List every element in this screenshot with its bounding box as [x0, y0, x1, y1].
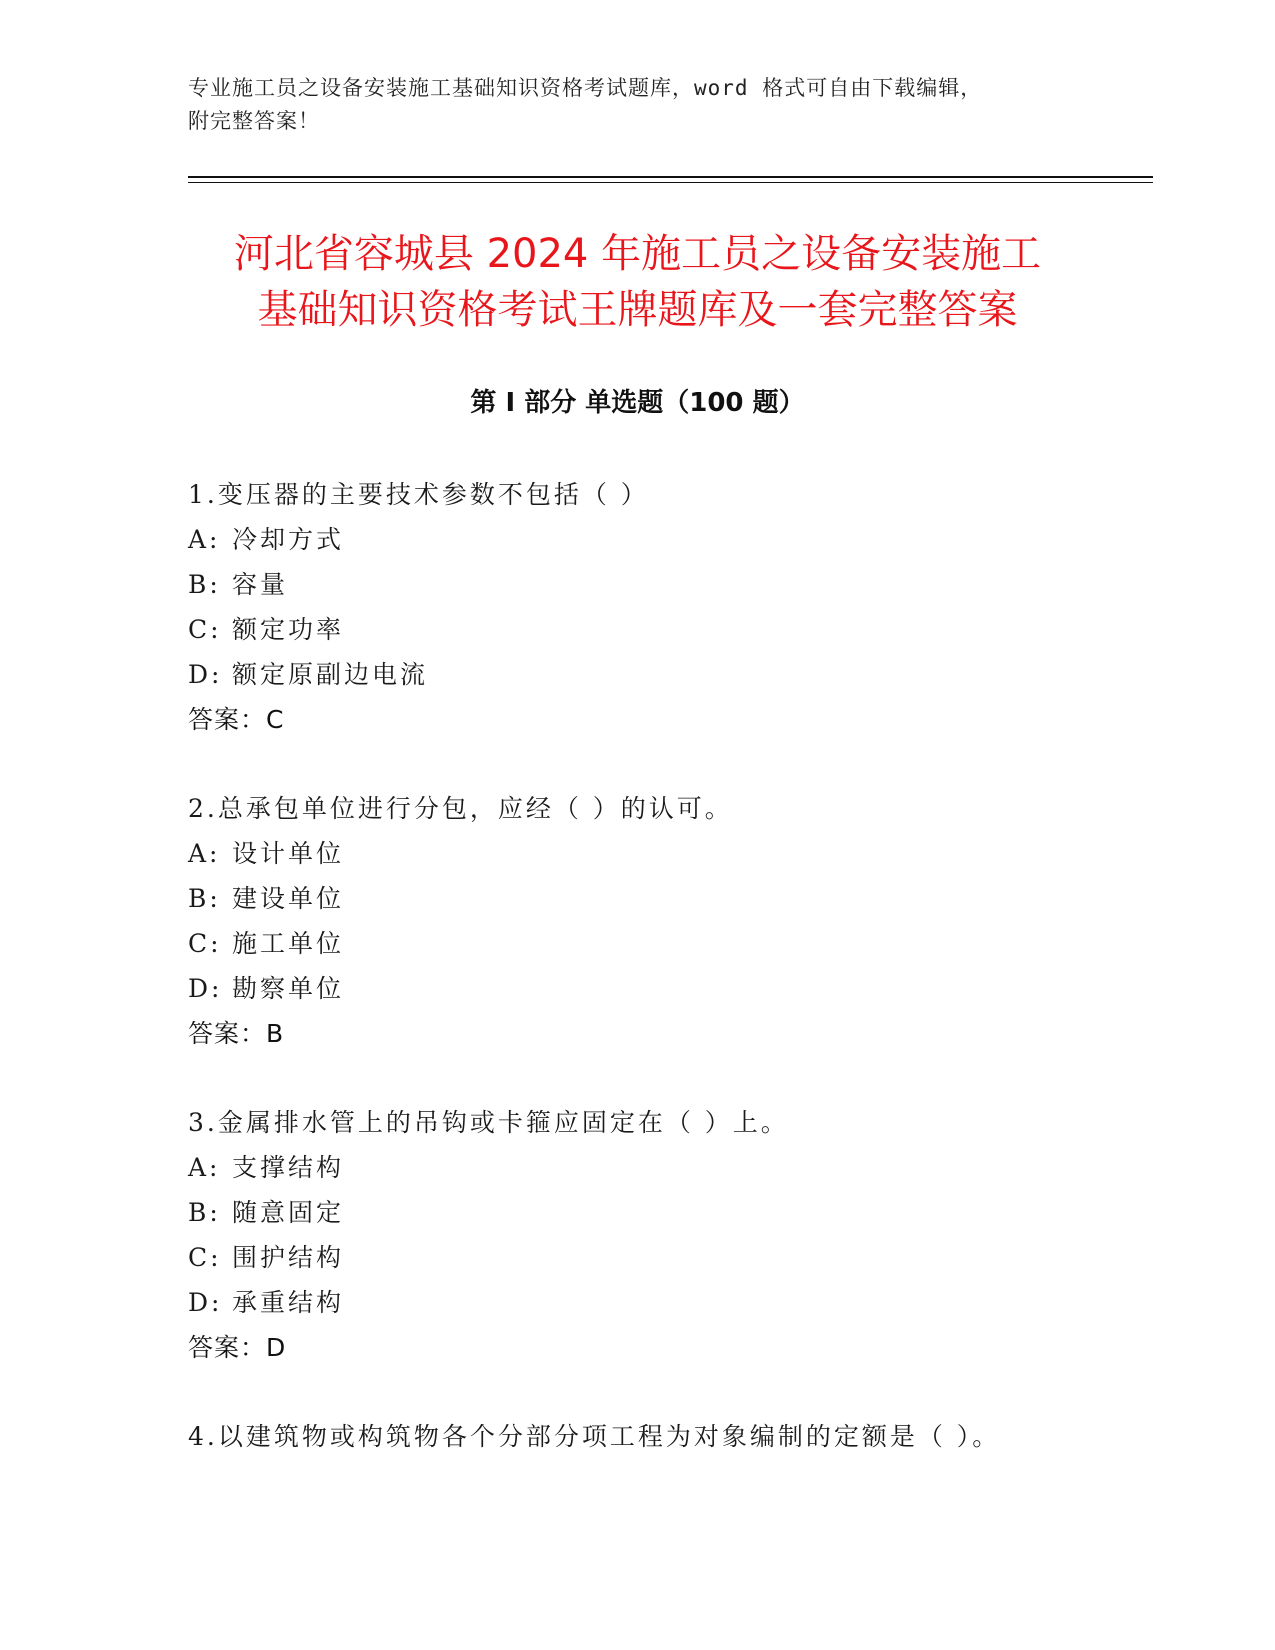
- option-text: 额定功率: [232, 615, 345, 644]
- option-text: 冷却方式: [232, 525, 345, 554]
- option-letter: D:: [188, 1288, 223, 1317]
- header-rule-thin: [188, 182, 1153, 183]
- option-letter: A:: [188, 1153, 221, 1182]
- question-item: [188, 1414, 1148, 1459]
- option-letter: B:: [188, 570, 221, 599]
- option-text: 容量: [232, 570, 289, 599]
- option-text: 施工单位: [232, 929, 345, 958]
- option-text: 额定原副边电流: [232, 660, 429, 689]
- question-item: [188, 472, 1148, 742]
- question-answer: 答案：D: [188, 1333, 287, 1362]
- document-title-line-1: 河北省容城县 2024 年施工员之设备安装施工: [233, 231, 1042, 277]
- question-answer: 答案：B: [188, 1019, 285, 1048]
- option-letter: A:: [188, 525, 221, 554]
- header-note-line-1: 专业施工员之设备安装施工基础知识资格考试题库，word 格式可自由下载编辑，: [188, 76, 983, 100]
- question-stem: 2.总承包单位进行分包，应经（ ）的认可。: [188, 794, 733, 823]
- section-heading: 第 I 部分 单选题（100 题）: [470, 388, 805, 418]
- question-option-b: [188, 876, 1148, 921]
- question-option-a: [188, 1145, 1148, 1190]
- option-text: 设计单位: [232, 839, 345, 868]
- option-text: 随意固定: [232, 1198, 345, 1227]
- option-letter: A:: [188, 839, 221, 868]
- option-text: 勘察单位: [232, 974, 345, 1003]
- question-option-c: [188, 1235, 1148, 1280]
- question-stem: 4.以建筑物或构筑物各个分部分项工程为对象编制的定额是（ ）。: [188, 1422, 1001, 1451]
- question-option-d: [188, 1280, 1148, 1325]
- option-letter: B:: [188, 1198, 221, 1227]
- question-option-b: [188, 562, 1148, 607]
- document-title-line-2: 基础知识资格考试王牌题库及一套完整答案: [257, 287, 1018, 333]
- question-answer: 答案：C: [188, 705, 285, 734]
- question-list: [188, 472, 1148, 1503]
- document-title: [140, 226, 1135, 338]
- option-letter: C:: [188, 615, 222, 644]
- header-note-line-2: 附完整答案！: [188, 109, 320, 133]
- question-stem: 1.变压器的主要技术参数不包括（ ）: [188, 480, 649, 509]
- option-text: 围护结构: [232, 1243, 345, 1272]
- option-letter: C:: [188, 929, 222, 958]
- option-text: 建设单位: [232, 884, 345, 913]
- question-option-a: [188, 831, 1148, 876]
- option-letter: C:: [188, 1243, 222, 1272]
- question-option-d: [188, 966, 1148, 1011]
- option-text: 支撑结构: [232, 1153, 345, 1182]
- question-option-c: [188, 921, 1148, 966]
- question-option-a: [188, 517, 1148, 562]
- option-letter: B:: [188, 884, 221, 913]
- option-letter: D:: [188, 660, 223, 689]
- question-item: [188, 786, 1148, 1056]
- header-note: [188, 72, 1068, 138]
- question-option-d: [188, 652, 1148, 697]
- option-text: 承重结构: [232, 1288, 345, 1317]
- question-stem: 3.金属排水管上的吊钩或卡箍应固定在（ ）上。: [188, 1108, 789, 1137]
- question-option-c: [188, 607, 1148, 652]
- header-rule-thick: [188, 176, 1153, 178]
- question-item: [188, 1100, 1148, 1370]
- question-option-b: [188, 1190, 1148, 1235]
- option-letter: D:: [188, 974, 223, 1003]
